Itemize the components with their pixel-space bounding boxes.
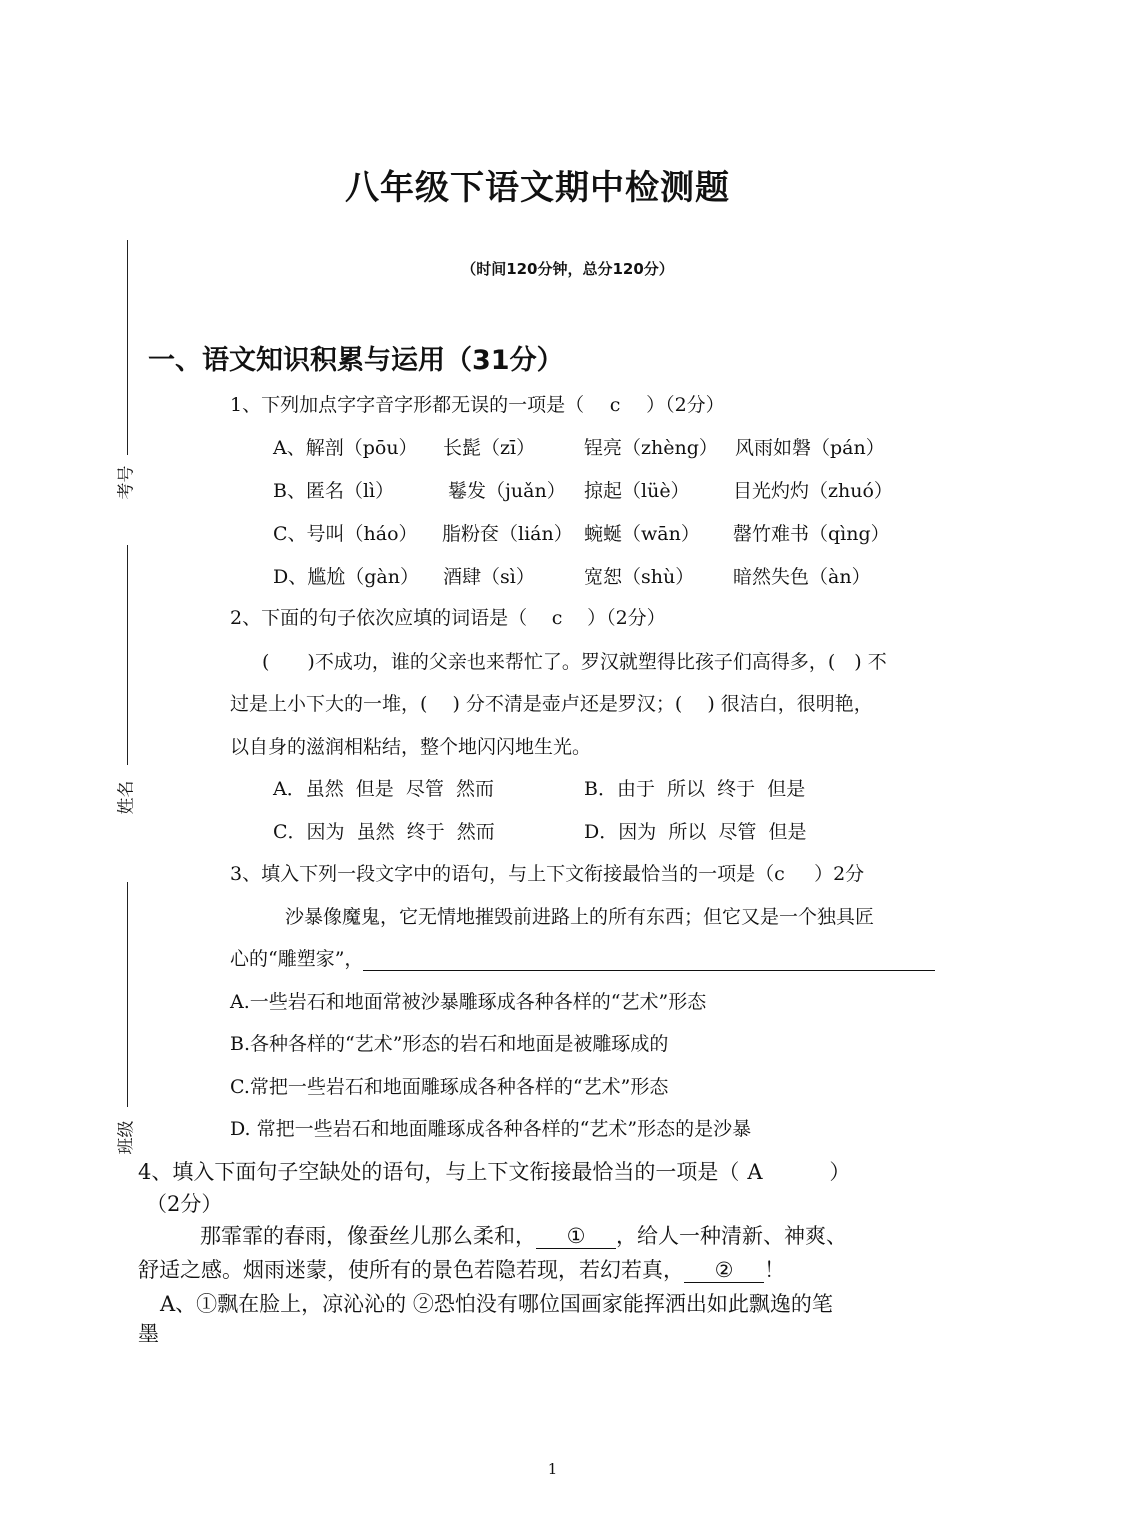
page-number: 1 — [547, 1460, 558, 1478]
side-label-class: 班级 — [116, 1120, 137, 1155]
q4-line-2 — [138, 1254, 785, 1284]
q1-c-1: C、号叫（háo） — [273, 523, 418, 545]
q3-passage-line-1: 沙暴像魔鬼，它无情地摧毁前进路上的所有东西；但它又是一个独具匠 — [285, 906, 875, 928]
margin-line-3 — [127, 882, 128, 1107]
section-heading: 一、语文知识积累与运用（31分） — [148, 345, 564, 376]
q1-d-1: D、尴尬（gàn） — [273, 566, 419, 588]
q3-option-a: A.一些岩石和地面常被沙暴雕琢成各种各样的“艺术”形态 — [230, 991, 707, 1013]
q4-stem-text: 4、填入下面句子空缺处的语句，与上下文衔接最恰当的一项是（ — [138, 1160, 740, 1184]
q4-blank-2: ② — [684, 1258, 764, 1283]
q3-passage-line-2-text: 心的“雕塑家”， — [230, 948, 364, 970]
q3-passage-line-2 — [230, 944, 935, 971]
side-label-exam-no: 考号 — [116, 465, 137, 500]
q4-answer: A — [747, 1160, 763, 1184]
q1-d-2: 酒肆（sì） — [443, 566, 535, 588]
q1-answer: c — [609, 394, 621, 416]
q2-option-d: D．因为 所以 尽管 但是 — [584, 821, 807, 843]
q1-c-2: 脂粉奁（lián） — [442, 523, 573, 545]
q1-stem — [230, 390, 725, 417]
q1-a-4: 风雨如磐（pán） — [735, 437, 885, 459]
q4-stem — [138, 1156, 850, 1186]
q2-stem-score: ）（2分） — [587, 607, 666, 629]
q1-a-2: 长髭（zī） — [443, 437, 536, 459]
q4-option-a-cont: 墨 — [138, 1322, 159, 1346]
q2-stem — [230, 603, 666, 630]
q4-line-1 — [200, 1220, 847, 1250]
q3-option-b: B.各种各样的“艺术”形态的岩石和地面是被雕琢成的 — [230, 1033, 669, 1055]
q1-a-1: A、解剖（pōu） — [273, 437, 418, 459]
q1-stem-score: ）（2分） — [646, 394, 725, 416]
q4-option-a: A、①飘在脸上，凉沁沁的 ②恐怕没有哪位国画家能挥洒出如此飘逸的笔 — [160, 1292, 833, 1316]
q4-block — [138, 1150, 1048, 1350]
q1-stem-text: 1、下列加点字字音字形都无误的一项是（ — [230, 394, 585, 416]
q4-line-2-a: 舒适之感。烟雨迷蒙，使所有的景色若隐若现，若幻若真， — [138, 1258, 684, 1282]
q1-b-1: B、匿名（lì） — [273, 480, 395, 502]
margin-line-1 — [127, 240, 128, 455]
q4-blank-1: ① — [536, 1224, 616, 1249]
q2-option-b: B．由于 所以 终于 但是 — [584, 778, 806, 800]
q1-a-3: 锃亮（zhèng） — [584, 437, 718, 459]
q3-option-d: D. 常把一些岩石和地面雕琢成各种各样的“艺术”形态的是沙暴 — [230, 1118, 752, 1140]
q1-b-4: 目光灼灼（zhuó） — [733, 480, 893, 502]
side-label-name: 姓名 — [116, 780, 137, 815]
q4-line-1-a: 那霏霏的春雨，像蚕丝儿那么柔和， — [200, 1224, 536, 1248]
q3-stem-score: ）2分 — [814, 863, 865, 885]
q3-stem — [230, 859, 864, 886]
q1-b-3: 掠起（lüè） — [584, 480, 690, 502]
q3-answer: c — [774, 863, 785, 885]
q3-stem-text: 3、填入下列一段文字中的语句，与上下文衔接最恰当的一项是（ — [230, 863, 775, 885]
q1-d-4: 暗然失色（àn） — [733, 566, 871, 588]
q2-option-a: A．虽然 但是 尽管 然而 — [273, 778, 494, 800]
margin-line-2 — [127, 545, 128, 765]
q2-stem-text: 2、下面的句子依次应填的词语是（ — [230, 607, 528, 629]
q1-b-2: 鬈发（juǎn） — [448, 480, 566, 502]
q1-c-3: 蜿蜒（wān） — [584, 523, 700, 545]
q3-option-c: C.常把一些岩石和地面雕琢成各种各样的“艺术”形态 — [230, 1076, 669, 1098]
q3-answer-blank — [363, 948, 935, 971]
q1-c-4: 罄竹难书（qìng） — [733, 523, 890, 545]
q2-passage-line-3: 以自身的滋润相粘结，整个地闪闪地生光。 — [230, 736, 592, 758]
q4-line-1-b: ，给人一种清新、神爽、 — [616, 1224, 847, 1248]
document-subtitle: （时间120分钟，总分120分） — [461, 260, 674, 278]
q4-score: （2分） — [146, 1192, 223, 1216]
q4-line-2-b: ！ — [764, 1258, 785, 1282]
q2-answer: c — [551, 607, 563, 629]
q2-passage-line-2: 过是上小下大的一堆，( ) 分不清是壶卢还是罗汉；( ) 很洁白，很明艳， — [230, 693, 873, 715]
q2-passage-line-1: ( )不成功，谁的父亲也来帮忙了。罗汉就塑得比孩子们高得多，( ) 不 — [262, 651, 887, 673]
q4-stem-close: ） — [829, 1160, 851, 1184]
document-title: 八年级下语文期中检测题 — [345, 168, 730, 208]
q2-option-c: C．因为 虽然 终于 然而 — [273, 821, 495, 843]
q1-d-3: 宽恕（shù） — [584, 566, 695, 588]
